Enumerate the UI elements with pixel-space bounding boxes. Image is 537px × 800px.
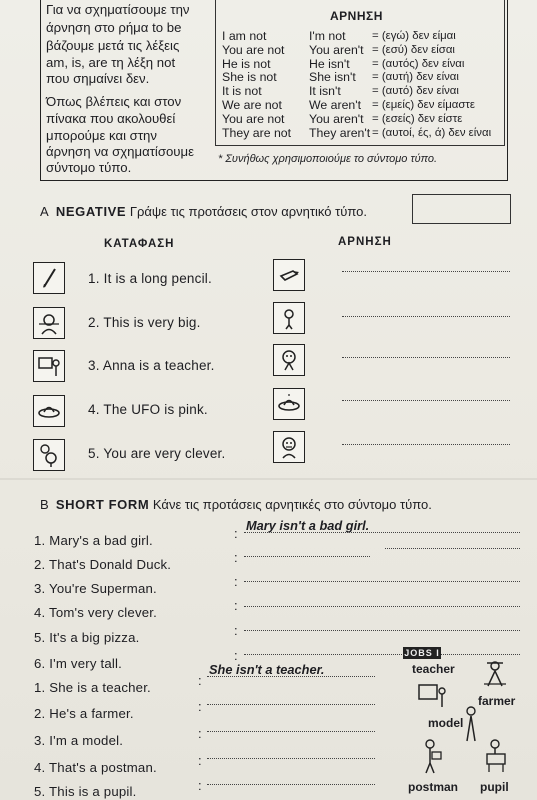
- job-label-teacher: teacher: [412, 662, 455, 676]
- answer-line[interactable]: [342, 271, 510, 272]
- job-label-pupil: pupil: [480, 780, 509, 794]
- exercise-item: 5. It's a big pizza.: [34, 630, 140, 645]
- intro-line: μπορούμε και στην: [46, 128, 157, 143]
- answer-line[interactable]: [385, 548, 520, 549]
- answer-line[interactable]: [244, 556, 370, 557]
- answer-line[interactable]: [207, 758, 375, 759]
- sentence: 5. You are very clever.: [88, 446, 226, 461]
- ufo-icon: [273, 388, 305, 420]
- exercise-item: 3. You're Superman.: [34, 581, 157, 596]
- table-greek-meaning: = (εσείς) δεν είστε: [372, 112, 463, 125]
- exercise-item: 2. That's Donald Duck.: [34, 557, 172, 572]
- sentence: 1. It is a long pencil.: [88, 271, 212, 286]
- section-instruction: Γράψε τις προτάσεις στον αρνητικό τύπο.: [129, 204, 367, 219]
- answer-line[interactable]: [244, 581, 520, 582]
- table-greek-meaning: = (αυτός) δεν είναι: [372, 57, 465, 70]
- answer-line[interactable]: [342, 444, 510, 445]
- colon: :: [234, 648, 238, 663]
- table-greek-meaning: = (εσύ) δεν είσαι: [372, 43, 455, 56]
- table-short-form: She isn't: [309, 70, 356, 85]
- job-label-postman: postman: [408, 780, 459, 794]
- exercise-item: 1. Mary's a bad girl.: [34, 533, 153, 548]
- ufo-icon: [33, 395, 65, 427]
- answer-line[interactable]: [244, 654, 520, 655]
- table-footnote: * Συνήθως χρησιμοποιούμε το σύντομο τύπο.: [218, 153, 438, 165]
- exercise-item: 6. I'm very tall.: [34, 656, 123, 671]
- colon: :: [198, 673, 202, 688]
- table-greek-meaning: = (αυτοί, ές, ά) δεν είναι: [372, 126, 492, 139]
- table-greek-meaning: = (αυτή) δεν είναι: [372, 71, 459, 84]
- answer-line[interactable]: [342, 316, 510, 317]
- colon: :: [198, 726, 202, 741]
- answer-line[interactable]: [244, 532, 520, 533]
- table-long-form: He is not: [222, 56, 271, 71]
- table-greek-meaning: = (εγώ) δεν είμαι: [372, 30, 456, 42]
- section-a-heading: [40, 204, 367, 219]
- table-title: ΑΡΝΗΣΗ: [330, 9, 383, 23]
- answer-line[interactable]: [244, 606, 520, 607]
- answer-line[interactable]: [207, 784, 375, 785]
- table-long-form: You are not: [222, 111, 285, 126]
- pupil-icon: [483, 738, 509, 774]
- intro-line: άρνηση στο ρήμα to be: [46, 20, 182, 35]
- intro-line: σύντομο τύπο.: [46, 160, 132, 175]
- answer-line[interactable]: [342, 357, 510, 358]
- answer-line[interactable]: [342, 400, 510, 401]
- colon: :: [234, 550, 238, 565]
- job-label-farmer: farmer: [478, 694, 516, 708]
- section-letter: A: [40, 204, 49, 219]
- sentence: 2. This is very big.: [88, 315, 201, 330]
- intro-line: Για να σχηματίσουμε την: [46, 2, 190, 17]
- boy-icon: [33, 307, 65, 339]
- section-b-heading: [40, 497, 432, 512]
- colon: :: [234, 598, 238, 613]
- answer-line[interactable]: [207, 731, 375, 732]
- jobs-tag: JOBS I: [404, 648, 440, 658]
- answer-line[interactable]: [244, 630, 520, 631]
- table-greek-meaning: = (εμείς) δεν είμαστε: [372, 99, 475, 111]
- intro-line: am, is, are τη λέξη not: [46, 55, 176, 70]
- exercise-item: 5. This is a pupil.: [34, 784, 137, 799]
- table-long-form: I am not: [222, 29, 267, 43]
- intro-line: άρνηση να σχηματίσουμε: [46, 144, 194, 159]
- model-icon: [464, 706, 478, 742]
- paper-fold: [0, 478, 537, 480]
- exercise-item: 1. She is a teacher.: [34, 680, 151, 695]
- table-short-form: I'm not: [309, 29, 346, 43]
- intro-line: πίνακα που ακολουθεί: [46, 111, 176, 126]
- handwritten-answer: Mary isn't a bad girl.: [246, 518, 370, 533]
- section-instruction: Κάνε τις προτάσεις αρνητικές στο σύντομο τύπο.: [152, 497, 432, 512]
- thinking-kid-icon: [33, 439, 65, 471]
- confused-kid-icon: [273, 431, 305, 463]
- column-heading-affirmative: ΚΑΤΑΦΑΣΗ: [104, 238, 175, 250]
- answer-line[interactable]: [207, 704, 375, 705]
- table-long-form: We are not: [222, 98, 282, 112]
- colon: :: [198, 778, 202, 793]
- answer-line[interactable]: [207, 676, 375, 677]
- sentence: 3. Anna is a teacher.: [88, 358, 215, 373]
- table-short-form: He isn't: [309, 56, 350, 71]
- intro-line: Όπως βλέπεις και στον: [46, 94, 182, 109]
- section-keyword: SHORT FORM: [55, 497, 150, 512]
- teacher-icon: [418, 684, 448, 708]
- short-pencil-icon: [273, 259, 305, 291]
- section-letter: B: [40, 497, 49, 512]
- section-keyword: NEGATIVE: [55, 204, 127, 219]
- intro-line: βάζουμε μετά τις λέξεις: [46, 38, 180, 53]
- table-long-form: It is not: [222, 84, 262, 99]
- small-boy-icon: [273, 302, 305, 334]
- table-long-form: They are not: [222, 125, 292, 140]
- column-heading-negative: ΑΡΝΗΣΗ: [338, 236, 392, 248]
- exercise-item: 2. He's a farmer.: [34, 706, 134, 721]
- table-greek-meaning: = (αυτό) δεν είναι: [372, 85, 459, 98]
- sentence: 4. The UFO is pink.: [88, 402, 208, 417]
- exercise-item: 4. Tom's very clever.: [34, 605, 158, 620]
- table-short-form: You aren't: [309, 111, 364, 126]
- colon: :: [198, 699, 202, 714]
- pencil-icon: [33, 262, 65, 294]
- table-short-form: You aren't: [309, 42, 364, 57]
- exercise-item: 3. I'm a model.: [34, 733, 124, 748]
- colon: :: [234, 623, 238, 638]
- handwritten-answer: She isn't a teacher.: [209, 662, 325, 677]
- colon: :: [234, 574, 238, 589]
- table-long-form: She is not: [222, 70, 277, 85]
- intro-line: που σημαίνει δεν.: [46, 71, 150, 86]
- exercise-item: 4. That's a postman.: [34, 760, 157, 775]
- girl-icon: [273, 344, 305, 376]
- farmer-icon: [480, 658, 510, 688]
- teacher-icon: [33, 350, 65, 382]
- job-label-model: model: [428, 716, 464, 730]
- postman-icon: [418, 738, 444, 774]
- answer-box[interactable]: [412, 194, 511, 224]
- table-long-form: You are not: [222, 42, 285, 57]
- table-short-form: We aren't: [309, 98, 362, 112]
- colon: :: [198, 753, 202, 768]
- colon: :: [234, 526, 238, 541]
- table-short-form: It isn't: [309, 84, 341, 99]
- table-short-form: They aren't: [309, 125, 371, 140]
